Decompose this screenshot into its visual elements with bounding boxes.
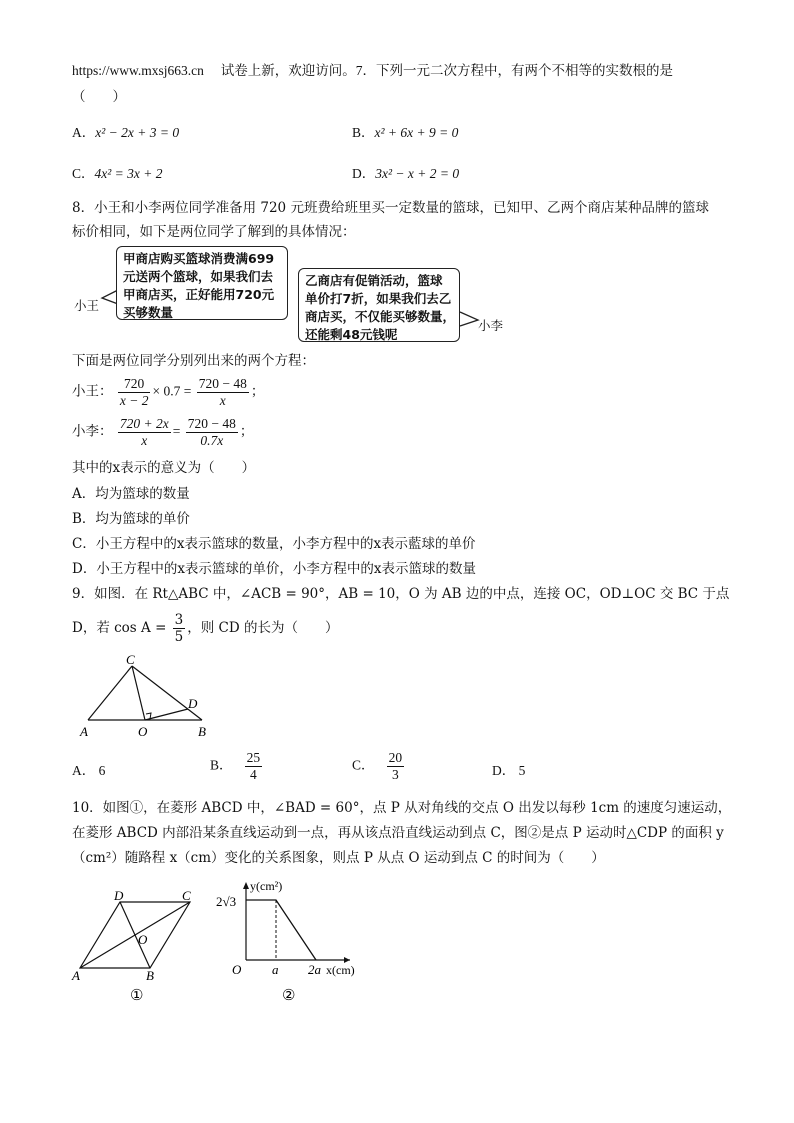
q9-option-d: D． 5 — [492, 763, 526, 778]
q7-option-c: C．4x² = 3x + 2 — [72, 166, 163, 181]
q8-eq-li: 小李： $\frac{720 + 2x}{x}$ = $\frac{720 - 48}{0.7x}$ ； — [72, 416, 254, 448]
q10-figure-1 — [70, 888, 210, 1008]
header-url[interactable]: https://www.mxsj663.cn — [72, 63, 204, 78]
q8-li-pointer — [458, 310, 480, 330]
q10-label-o: O — [138, 932, 148, 947]
q8-li-name: 小李 — [478, 318, 504, 333]
q9-label-b: B — [198, 724, 206, 739]
q10-y-value: 2√3 — [216, 894, 237, 909]
q9-label-o: O — [138, 724, 148, 739]
header-tagline: 试卷上新，欢迎访问。 — [220, 63, 356, 78]
q9-option-b: B． $\frac{25}{4}$ — [210, 750, 261, 782]
q8-option-a: A．均为篮球的数量 — [72, 486, 190, 502]
q7-stem: 7．下列一元二次方程中，有两个不相等的实数根的是 — [355, 63, 674, 78]
q8-question: 其中的x表示的意义为（ ） — [72, 460, 256, 476]
q9-label-c: C — [126, 652, 135, 667]
header-line — [72, 62, 673, 80]
q9-option-a: A． 6 — [72, 763, 106, 778]
q7-option-d: D．3x² − x + 2 = 0 — [352, 166, 460, 181]
q10-line2: 在菱形 ABCD 内部沿某条直线运动到一点，再从该点沿直线运动到点 C，图②是点 P 运动时△CDP 的面积 y — [72, 825, 724, 841]
q9-label-d: D — [188, 696, 198, 711]
q7-option-a: A．x² − 2x + 3 = 0 — [72, 125, 180, 140]
q10-label-d: D — [114, 888, 124, 903]
q7-paren: （ ） — [72, 89, 126, 105]
q10-label-b: B — [146, 968, 154, 983]
q8-intro: 下面是两位同学分别列出来的两个方程： — [72, 353, 315, 369]
q9-stem-line2: D，若 cos A = $\frac{3}{5}$ ，则 CD 的长为（ ） — [72, 612, 339, 645]
q8-stem-line2: 标价相同，如下是两位同学了解到的具体情况： — [72, 224, 356, 240]
q10-y-arrow — [243, 882, 249, 889]
q10-fig2-caption: ② — [282, 988, 296, 1004]
q9-figure — [74, 650, 224, 742]
q9-stem-line1: 9．如图．在 Rt△ABC 中，∠ACB = 90°，AB = 10，O 为 AB 边的中点，连接 OC，OD⊥OC 交 BC 于点 — [72, 586, 730, 602]
q10-origin: O — [232, 962, 242, 977]
q8-stem-line1: 8．小王和小李两位同学准备用 720 元班费给班里买一定数量的篮球，已知甲、乙两个商店某种品牌的篮球 — [72, 200, 709, 216]
q8-li-label: 小李： — [72, 423, 113, 439]
q10-tick-2a: 2a — [308, 962, 321, 977]
q8-li-bubble: 乙商店有促销活动，篮球 单价打7折，如果我们去乙 商店买，不仅能买够数量， 还能剩48元钱呢 — [298, 268, 460, 342]
q10-line1: 10．如图①，在菱形 ABCD 中，∠BAD = 60°，点 P 从对角线的交点 O 出发以每秒 1cm 的速度匀速运动， — [72, 800, 732, 816]
q10-fig1-caption: ① — [130, 988, 144, 1004]
q9-label-a: A — [80, 724, 88, 739]
q8-option-d: D．小王方程中的x表示篮球的单价，小李方程中的x表示篮球的数量 — [72, 561, 477, 577]
q9-option-c: C． $\frac{20}{3}$ — [352, 750, 403, 782]
q8-wang-bubble: 甲商店购买篮球消费满699 元送两个篮球，如果我们去 甲商店买，正好能用720元 买够数量 — [116, 246, 288, 320]
q10-area-graph — [246, 900, 316, 960]
q7-option-b: B．x² + 6x + 9 = 0 — [352, 125, 459, 140]
q8-eq-wang: 小王： $\frac{720}{x - 2}$ × 0.7 = $\frac{720 - 48}{x}$ ； — [72, 376, 265, 408]
q9-segment-od — [145, 709, 188, 720]
q10-figure-2 — [210, 876, 380, 1008]
q9-side-ac — [88, 666, 132, 720]
q8-option-c: C．小王方程中的x表示篮球的数量，小李方程中的x表示藍球的单价 — [72, 536, 476, 552]
q10-x-label: x(cm) — [326, 963, 355, 977]
q8-wang-label: 小王： — [72, 383, 113, 399]
q8-option-b: B．均为篮球的单价 — [72, 511, 190, 527]
q10-line3: （cm²）随路程 x（cm）变化的关系图象，则点 P 从点 O 运动到点 C 的时间为（ ） — [72, 850, 605, 866]
q8-wang-name: 小王 — [74, 298, 100, 313]
q10-tick-a: a — [272, 962, 279, 977]
q10-label-c: C — [182, 888, 191, 903]
q10-label-a: A — [72, 968, 80, 983]
q9-right-angle-mark — [146, 713, 151, 719]
q10-y-label: y(cm²) — [250, 879, 283, 893]
